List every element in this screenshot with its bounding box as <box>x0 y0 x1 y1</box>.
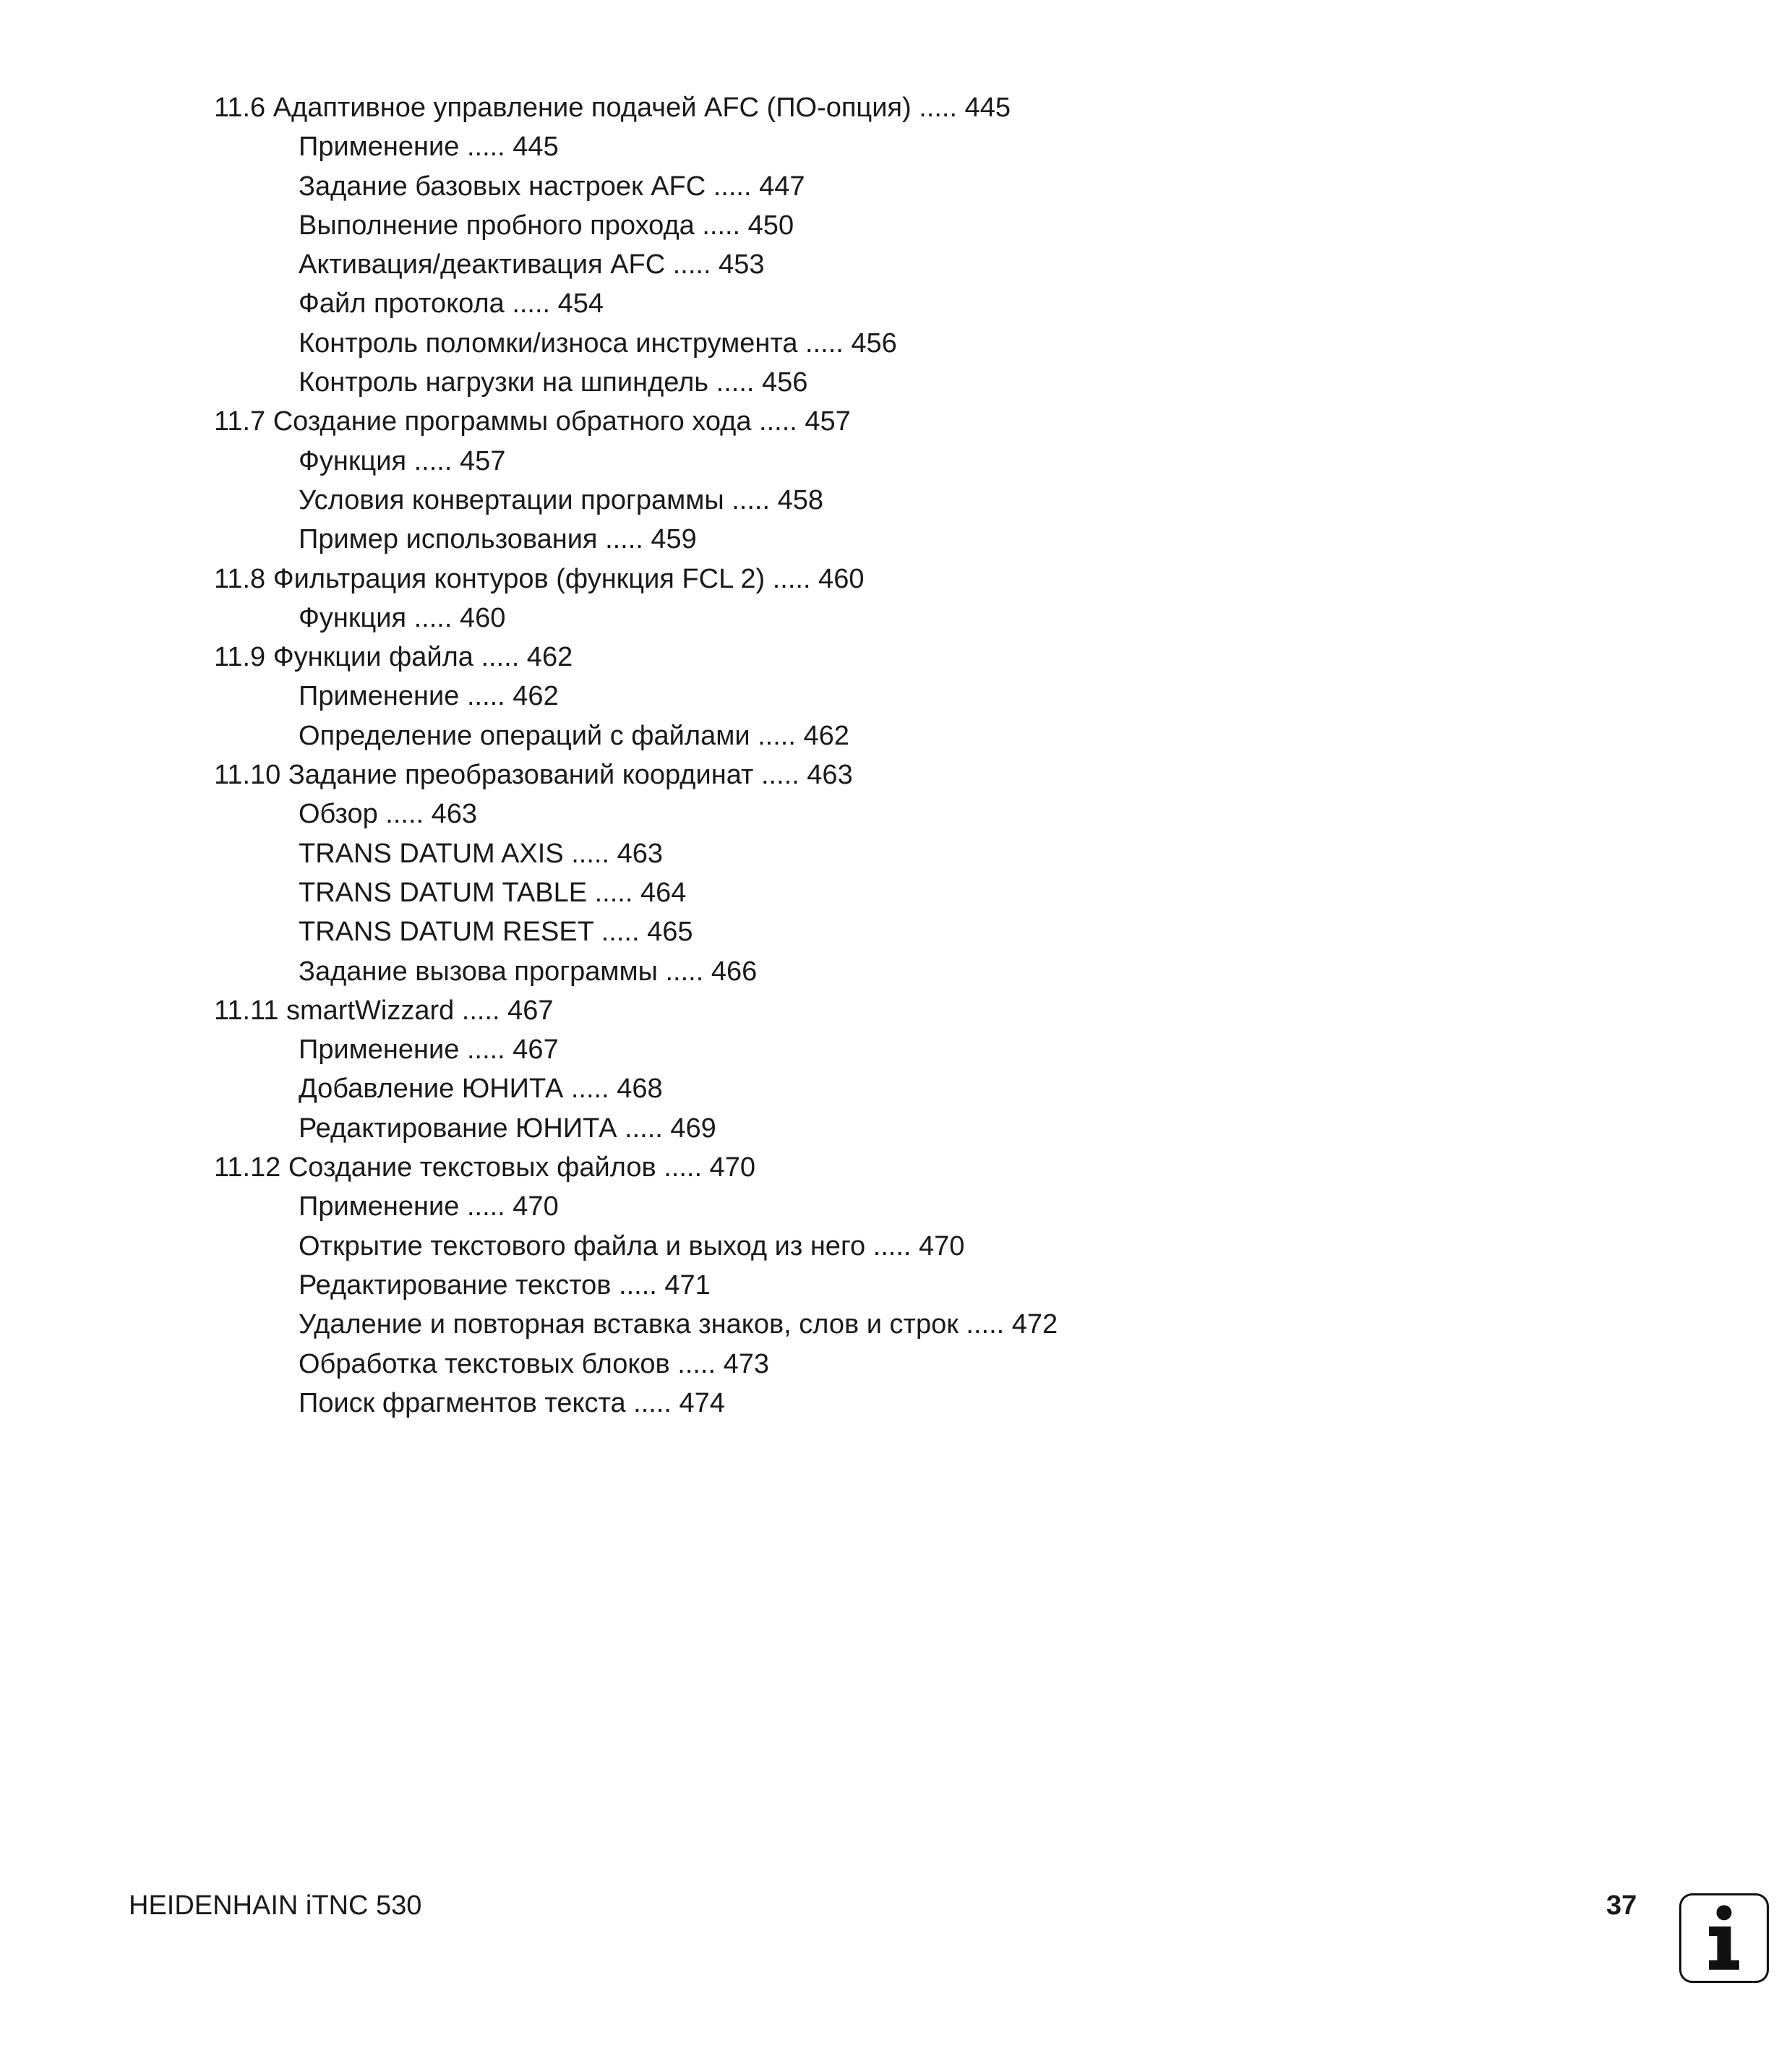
toc-subsection-entry: TRANS DATUM AXIS ..... 463 <box>299 838 663 869</box>
toc-section-entry: 11.11 smartWizzard ..... 467 <box>214 995 554 1026</box>
toc-subsection-entry: Обзор ..... 463 <box>299 799 478 830</box>
toc-subsection-entry: Контроль нагрузки на шпиндель ..... 456 <box>299 367 808 398</box>
toc-subsection-entry: Поиск фрагментов текста ..... 474 <box>299 1387 725 1418</box>
footer-brand: HEIDENHAIN iTNC 530 <box>129 1890 422 1921</box>
toc-subsection-entry: Редактирование текстов ..... 471 <box>299 1269 711 1301</box>
toc-section-entry: 11.6 Адаптивное управление подачей AFC (ПО-опция) ..... 445 <box>214 93 1011 123</box>
toc-subsection-entry: Активация/деактивация AFC ..... 453 <box>299 249 765 280</box>
toc-subsection-entry: Применение ..... 467 <box>299 1034 559 1066</box>
toc-subsection-entry: Редактирование ЮНИТА ..... 469 <box>299 1113 716 1144</box>
toc-subsection-entry: Выполнение пробного прохода ..... 450 <box>299 210 794 241</box>
toc-subsection-entry: Открытие текстового файла и выход из него ..... 470 <box>299 1230 965 1261</box>
toc-subsection-entry: Задание вызова программы ..... 466 <box>299 956 758 987</box>
info-glyph <box>1681 1895 1767 1981</box>
toc-subsection-entry: Контроль поломки/износа инструмента ..... 456 <box>299 327 897 359</box>
toc-subsection-entry: Функция ..... 457 <box>299 445 506 476</box>
toc-subsection-entry: Удаление и повторная вставка знаков, слов и строк ..... 472 <box>299 1309 1058 1340</box>
info-icon <box>1679 1893 1769 1983</box>
toc-section-entry: 11.12 Создание текстовых файлов ..... 470 <box>214 1152 755 1183</box>
toc-section-entry: 11.9 Функции файла ..... 462 <box>214 642 573 673</box>
toc-subsection-entry: Условия конвертации программы ..... 458 <box>299 484 823 515</box>
toc-subsection-entry: Добавление ЮНИТА ..... 468 <box>299 1074 663 1105</box>
toc-subsection-entry: Применение ..... 445 <box>299 132 559 163</box>
toc-subsection-entry: Пример использования ..... 459 <box>299 524 697 555</box>
toc-subsection-entry: Файл протокола ..... 454 <box>299 288 604 320</box>
toc-section-entry: 11.7 Создание программы обратного хода ..... 457 <box>214 406 851 437</box>
toc-subsection-entry: TRANS DATUM TABLE ..... 464 <box>299 877 687 908</box>
toc-subsection-entry: Задание базовых настроек AFC ..... 447 <box>299 171 805 202</box>
table-of-contents <box>214 88 1058 1423</box>
toc-subsection-entry: TRANS DATUM RESET ..... 465 <box>299 917 693 948</box>
toc-section-entry: 11.8 Фильтрация контуров (функция FCL 2) ..... 460 <box>214 563 865 594</box>
toc-subsection-entry: Определение операций с файлами ..... 462 <box>299 720 849 751</box>
page-number: 37 <box>1606 1890 1637 1921</box>
toc-subsection-entry: Применение ..... 470 <box>299 1191 559 1222</box>
toc-subsection-entry: Обработка текстовых блоков ..... 473 <box>299 1348 770 1379</box>
toc-section-entry: 11.10 Задание преобразований координат ..... 463 <box>214 760 853 791</box>
toc-subsection-entry: Применение ..... 462 <box>299 681 559 712</box>
toc-subsection-entry: Функция ..... 460 <box>299 602 506 633</box>
